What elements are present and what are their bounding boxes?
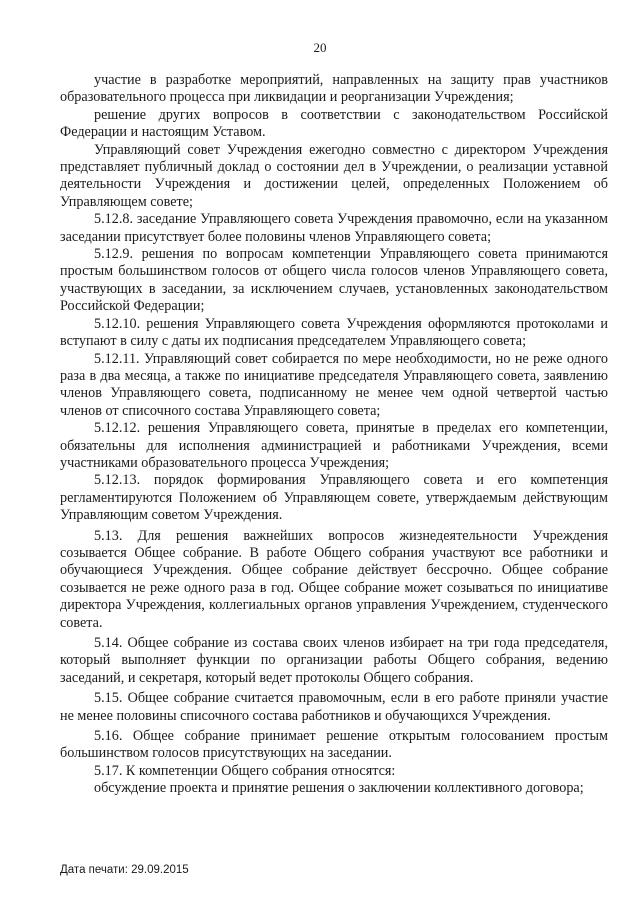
paragraph: 5.12.8. заседание Управляющего совета Учреждения правомочно, если на указанном заседании присутствует более половины членов Управляющего совета; — [60, 211, 608, 245]
paragraph: Управляющий совет Учреждения ежегодно совместно с директором Учреждения представляет публичный доклад о состоянии дел в Учреждении, о реализации уставной деятельности Учреждения и достижении целей, определенных Положением об Управляющем совете; — [60, 141, 608, 210]
paragraph: обсуждение проекта и принятие решения о заключении коллективного договора; — [94, 780, 584, 797]
paragraph: 5.12.10. решения Управляющего совета Учреждения оформляются протоколами и вступают в силу с даты их подписания председателем Управляющего совета; — [60, 315, 608, 350]
document-body — [60, 72, 608, 798]
paragraph: 5.12.9. решения по вопросам компетенции Управляющего совета принимаются простым большинством голосов от общего числа голосов членов Управляющего совета, участвующих в заседании, за исключением случаев, установленных законодательством Российской Федерации; — [60, 246, 608, 315]
paragraph: 5.13. Для решения важнейших вопросов жизнедеятельности Учреждения созывается Общее собрание. В работе Общего собрания участвуют все работники и обучающиеся Учреждения. Общее собрание действует бессрочно. Общее собрание созывается не реже одного раза в год. Общее собрание может созываться по инициативе директора Учреждения, коллегиальных органов управления Учреждением, студенческого совета. — [60, 527, 608, 631]
paragraph: участие в разработке мероприятий, направленных на защиту прав участников образовательного процесса при ликвидации и реорганизации Учреждения; — [60, 72, 608, 106]
paragraph: 5.16. Общее собрание принимает решение открытым голосованием простым большинством голосов присутствующих на заседании. — [60, 728, 608, 762]
page-number: 20 — [313, 40, 327, 55]
paragraph: 5.15. Общее собрание считается правомочным, если в его работе приняли участие не менее половины списочного состава работников и обучающихся Учреждения. — [60, 690, 608, 724]
paragraph: 5.14. Общее собрание из состава своих членов избирает на три года председателя, который выполняет функции по организации работы Общего собрания, ведению заседаний, и секретаря, который ведет протоколы Общего собрания. — [60, 635, 608, 686]
print-date-footer: Дата печати: 29.09.2015 — [60, 864, 189, 876]
paragraph: 5.12.12. решения Управляющего совета, принятые в пределах его компетенции, обязательны для исполнения администрацией и работниками Учреждения, всеми участниками образовательного процесса Учреждения; — [60, 420, 608, 471]
paragraph: решение других вопросов в соответствии с законодательством Российской Федерации и настоящим Уставом. — [60, 106, 608, 141]
paragraph: 5.12.11. Управляющий совет собирается по мере необходимости, но не реже одного раза в два месяца, а также по инициативе председателя Управляющего совета, заявлению членов Управляющего совета, подписанному не менее чем одной четвертой частью членов от списочного состава Управляющего совета; — [60, 350, 608, 419]
paragraph: 5.17. К компетенции Общего собрания относятся: — [94, 762, 396, 779]
paragraph: 5.12.13. порядок формирования Управляющего совета и его компетенция регламентируются Положением об Управляющем совете, утверждаемым действующим Управляющим советом Учреждения. — [60, 472, 608, 524]
